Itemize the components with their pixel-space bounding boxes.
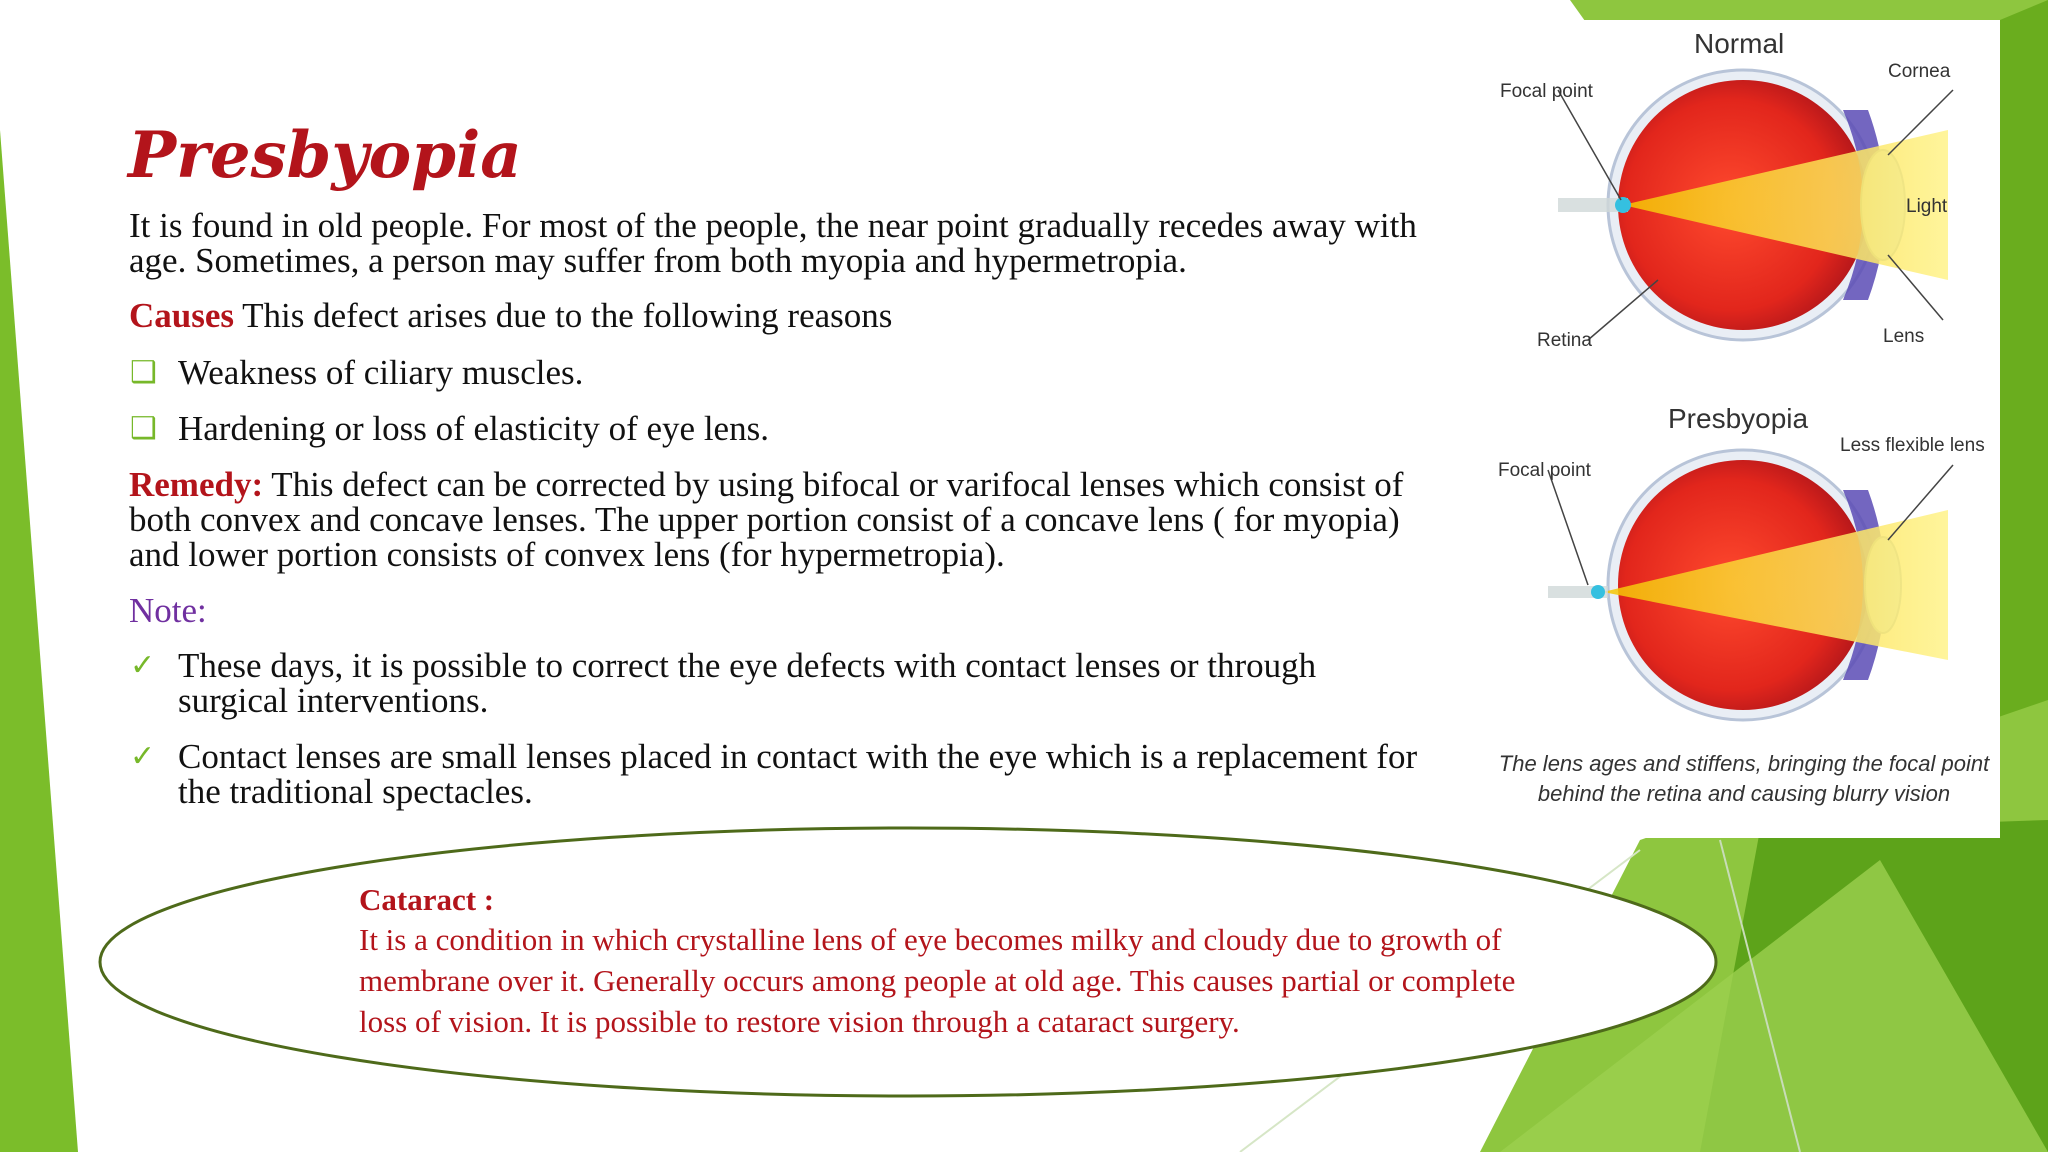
cataract-line-2: membrane over it. Generally occurs among people at old age. This causes partial or complete	[359, 963, 1516, 998]
square-bullet-icon: ❑	[130, 412, 157, 445]
remedy-text: This defect can be corrected by using bifocal or varifocal lenses which consist of both convex and concave lenses. The upper portion consist of a concave lens ( for myopia) and lower portion consists of convex lens (for hypermetropia).	[129, 465, 1404, 574]
check-bullet-icon: ✓	[130, 649, 156, 682]
cataract-heading: Cataract :	[359, 882, 495, 917]
lens-label: Lens	[1883, 326, 1925, 347]
square-bullet-icon: ❑	[130, 356, 157, 389]
cataract-line-3: loss of vision. It is possible to restore vision through a cataract surgery.	[359, 1004, 1240, 1039]
cornea-label: Cornea	[1888, 61, 1951, 82]
less-flexible-lens-label: Less flexible lens	[1840, 435, 1985, 456]
slide-title: Presbyopia	[128, 118, 522, 193]
caption-line-1: The lens ages and stiffens, bringing the focal point	[1498, 751, 1990, 776]
caption-line-2: behind the retina and causing blurry vision	[1537, 781, 1951, 806]
cause-item-text: Hardening or loss of elasticity of eye lens.	[178, 409, 769, 448]
intro-paragraph: It is found in old people. For most of the people, the near point gradually recedes away with age. Sometimes, a person may suffer from both myopia and hypermetropia.	[129, 206, 1417, 280]
cause-item-text: Weakness of ciliary muscles.	[178, 353, 584, 392]
focal-point-label-2: Focal point	[1498, 460, 1591, 481]
light-label: Light	[1906, 196, 1948, 217]
check-bullet-icon: ✓	[130, 740, 156, 773]
focal-point-label-1: Focal point	[1500, 81, 1593, 102]
cataract-line-1: It is a condition in which crystalline lens of eye becomes milky and cloudy due to growth of	[359, 922, 1502, 957]
note-label: Note:	[129, 591, 207, 630]
retina-label: Retina	[1537, 330, 1592, 351]
remedy-label: Remedy:	[129, 465, 264, 504]
note-item-text: These days, it is possible to correct the eye defects with contact lenses or through surgical interventions.	[178, 646, 1317, 720]
causes-text: This defect arises due to the following reasons	[234, 296, 893, 335]
causes-label: Causes	[129, 296, 235, 335]
presbyopia-eye-title: Presbyopia	[1668, 403, 1809, 434]
note-item-text: Contact lenses are small lenses placed in contact with the eye which is a replacement for the traditional spectacles.	[178, 737, 1418, 811]
normal-eye-title: Normal	[1694, 28, 1785, 59]
